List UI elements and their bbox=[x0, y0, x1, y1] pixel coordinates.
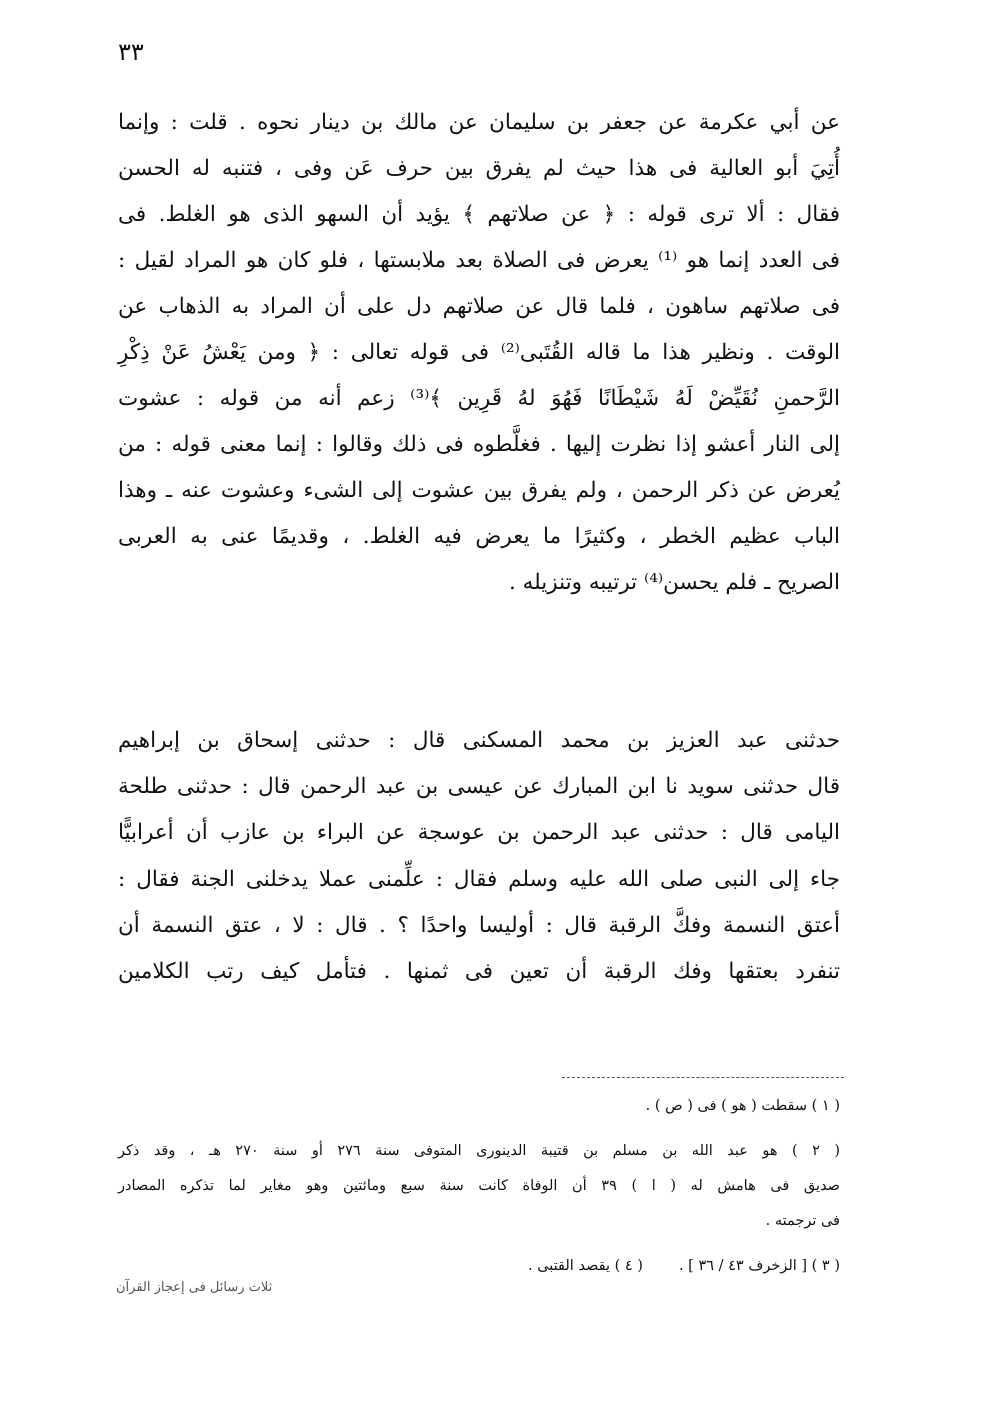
text-line: حدثنى عبد العزيز بن محمد المسكنى قال : حدثنى إسحاق بن إبراهيم bbox=[118, 728, 840, 753]
text-line: إلى النار أعشو إذا نظرت إليها . فغلَّطوه فى ذلك وقالوا : إنما معنى قوله : من bbox=[118, 432, 840, 457]
text-line: الباب عظيم الخطر ، وكثيرًا ما يعرض فيه الغلط. ، وقديمًا عنى به العربى bbox=[118, 524, 840, 549]
text-line: فقال : ألا ترى قوله : ﴿ عن صلاتهم ﴾ يؤيد أن السهو الذى هو الغلط. فى bbox=[118, 202, 840, 227]
paragraph-2 bbox=[118, 718, 840, 995]
footnote-2-line-3: فى ترجمته . bbox=[765, 1213, 840, 1229]
footnote-2-line-1: ( ٢ ) هو عبد الله بن مسلم بن قتيبة الدينورى المتوفى سنة ٢٧٦ أو سنة ٢٧٠ هـ ، وقد ذكر bbox=[118, 1143, 840, 1159]
footnote-1: ( ١ ) سقطت ( هو ) فى ( ص ) . bbox=[645, 1098, 840, 1114]
page-number: ٣٣ bbox=[118, 38, 144, 66]
text-line: جاء إلى النبى صلى الله عليه وسلم فقال : علِّمنى عملا يدخلنى الجنة فقال : bbox=[118, 866, 840, 892]
text-line: قال حدثنى سويد نا ابن المبارك عن عيسى بن عبد الرحمن قال : حدثنى طلحة bbox=[118, 774, 840, 800]
text-line: الصريح ـ فلم يحسن⁽⁴⁾ ترتيبه وتنزيله . bbox=[508, 570, 840, 595]
text-line: يُعرض عن ذكر الرحمن ، ولم يفرق بين عشوت إلى الشىء وعشوت عنه ـ وهذا bbox=[118, 478, 840, 503]
text-line: تنفرد بعتقها وفك الرقبة أن تعين فى ثمنها . فتأمل كيف رتب الكلامين bbox=[118, 958, 840, 984]
footnote-4: ( ٤ ) يقصد القتبى . bbox=[528, 1258, 643, 1274]
text-line: أُتِيَ أبو العالية فى هذا حيث لم يفرق بين حرف عَن وفى ، فتنبه له الحسن bbox=[118, 156, 840, 181]
book-title-footer: ثلاث رسائل فى إعجاز القرآن bbox=[116, 1280, 273, 1295]
text-line: الوقت . ونظير هذا ما قاله القُتَبى⁽²⁾ فى قوله تعالى : ﴿ ومن يَعْشُ عَنْ ذِكْرِ bbox=[118, 340, 840, 365]
footnote-3-4-line bbox=[492, 1258, 840, 1274]
footnote-2-line-2: صديق فى هامش له ( ا ) ٣٩ أن الوفاة كانت سنة سبع ومائتين وهو مغاير لما تذكره المصادر bbox=[118, 1178, 840, 1194]
text-line: عن أبي عكرمة عن جعفر بن سليمان عن مالك بن دينار نحوه . قلت : وإنما bbox=[118, 110, 840, 135]
paragraph-1 bbox=[118, 100, 840, 606]
text-line: الرَّحمنِ نُقَيِّضْ لَهُ شَيْطَانًا فَهُوَ لهُ قَرِين ﴾⁽³⁾ زعم أنه من قوله : عشوت bbox=[118, 386, 841, 411]
footnote-3: ( ٣ ) [ الزخرف ٤٣ / ٣٦ ] . bbox=[678, 1258, 840, 1274]
text-line: فى العدد إنما هو ⁽¹⁾ يعرض فى الصلاة بعد ملابستها ، فلو كان هو المراد لقيل : bbox=[118, 248, 840, 273]
text-line: أعتق النسمة وفكَّ الرقبة قال : أوليسا واحدًا ؟ . قال : لا ، عتق النسمة أن bbox=[118, 912, 840, 938]
footnote-divider bbox=[562, 1077, 844, 1078]
text-line: اليامى قال : حدثنى عبد الرحمن بن عوسجة عن البراء بن عازب أن أعرابيًّا bbox=[118, 820, 840, 846]
text-line: فى صلاتهم ساهون ، فلما قال عن صلاتهم دل على أن المراد به الذهاب عن bbox=[118, 294, 840, 319]
